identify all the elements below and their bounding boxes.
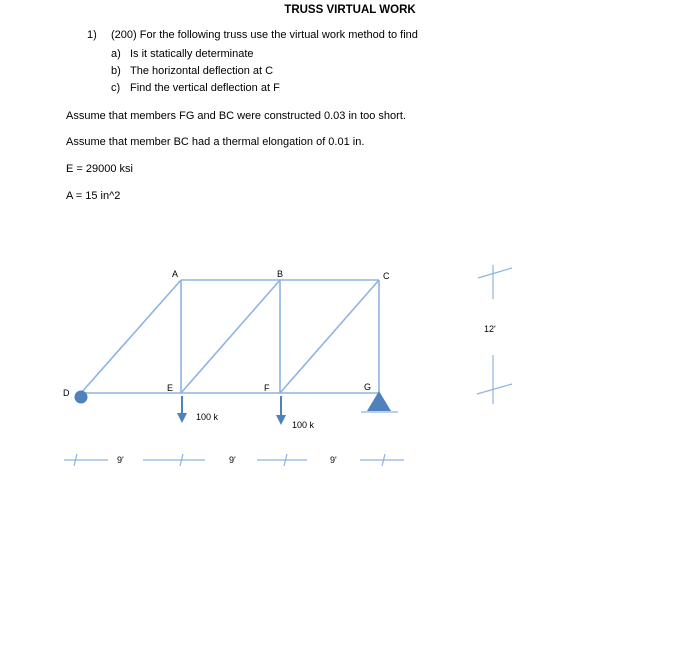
node-label-A: A — [172, 269, 179, 279]
truss-members — [81, 280, 379, 393]
document-title: TRUSS VIRTUAL WORK — [284, 4, 416, 16]
question-text: (200) For the following truss use the virtual work method to find — [111, 29, 418, 41]
span-label-1: 9' — [117, 455, 124, 465]
item-text: Find the vertical deflection at F — [130, 82, 280, 94]
item-text: The horizontal deflection at C — [130, 65, 274, 77]
height-label: 12' — [484, 324, 496, 334]
item-letter: b) — [111, 65, 121, 77]
assumption-fg-bc: Assume that members FG and BC were constructed 0.03 in too short. — [66, 110, 406, 122]
property-e: E = 29000 ksi — [66, 163, 133, 175]
pin-support-D — [75, 391, 88, 404]
member-FC — [280, 280, 379, 393]
height-dimension — [477, 265, 512, 404]
load-label-F: 100 k — [292, 420, 315, 430]
member-DA — [81, 280, 181, 393]
load-arrow-F — [276, 396, 286, 425]
node-label-G: G — [364, 382, 372, 392]
load-arrow-E — [177, 396, 187, 423]
node-label-B: B — [277, 269, 284, 279]
span-label-2: 9' — [229, 455, 236, 465]
assumption-bc-thermal: Assume that member BC had a thermal elongation of 0.01 in. — [66, 136, 365, 148]
question-number: 1) — [87, 29, 97, 41]
property-a: A = 15 in^2 — [66, 190, 121, 202]
node-label-D: D — [63, 388, 70, 398]
node-label-F: F — [264, 383, 270, 393]
span-label-3: 9' — [330, 455, 337, 465]
item-letter: a) — [111, 48, 121, 60]
roller-support-G — [367, 391, 391, 411]
item-letter: c) — [111, 82, 121, 94]
item-text: Is it statically determinate — [130, 48, 254, 60]
node-label-C: C — [383, 271, 390, 281]
load-label-E: 100 k — [196, 412, 219, 422]
member-EB — [181, 280, 280, 393]
node-label-E: E — [167, 383, 174, 393]
